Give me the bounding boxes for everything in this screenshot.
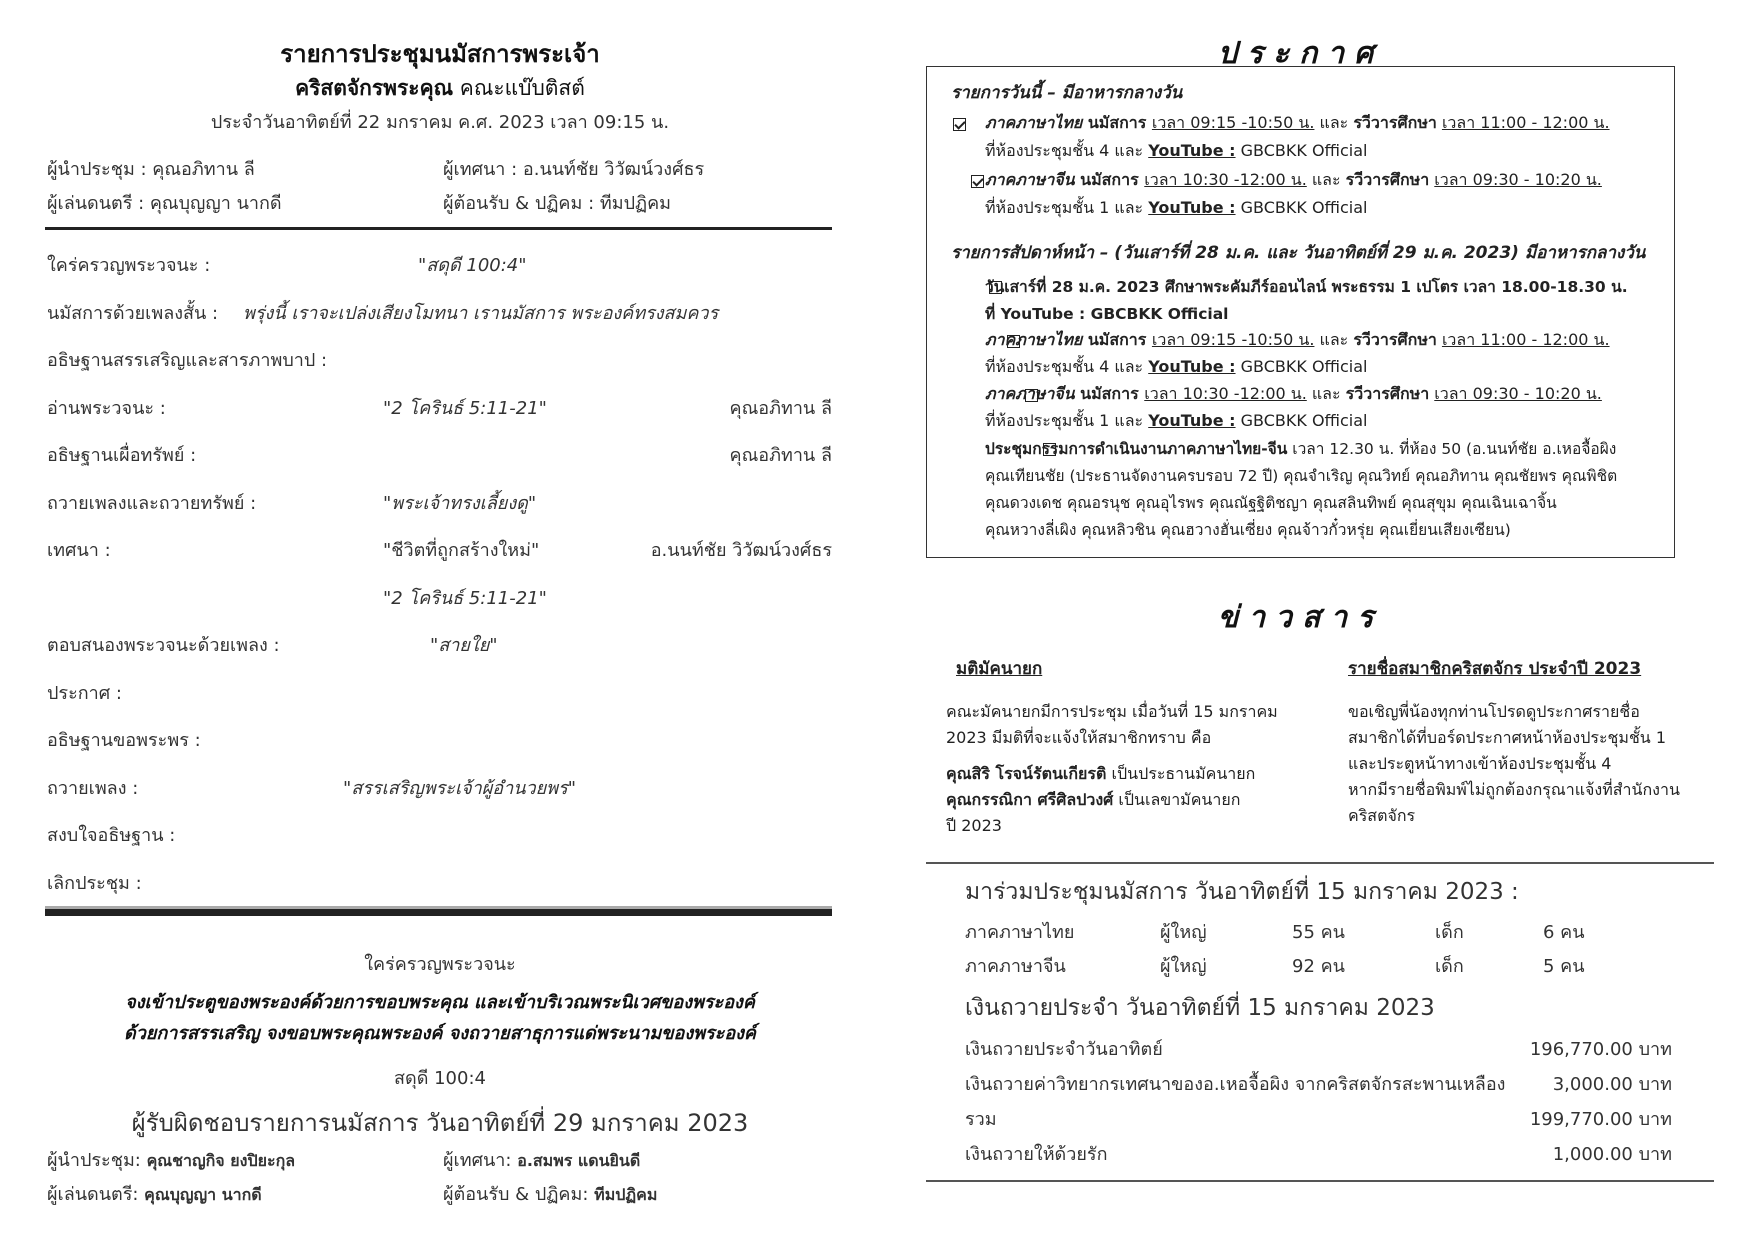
next-item-1-line-1 <box>985 328 1610 353</box>
order-item-label: อ่านพระวจนะ : <box>47 397 166 419</box>
next-preacher-label: ผู้เทศนา: <box>443 1150 518 1171</box>
order-item-label: เทศนา : <box>47 540 111 561</box>
next-leader <box>47 1145 295 1174</box>
today-item-1-school-time: เวลา 11:00 - 12:00 น. <box>1441 113 1610 132</box>
order-item-label: อธิษฐานขอพระพร : <box>47 730 201 751</box>
today-item-1-youtube-link[interactable]: YouTube : <box>1148 141 1236 160</box>
attendance-group: ภาคภาษาจีน <box>965 956 1066 977</box>
order-item-detail: "พระเจ้าทรงเลี้ยงดู" <box>383 492 537 514</box>
today-item-2-lang: ภาคภาษาจีน <box>985 170 1075 189</box>
church-denomination: คณะแบ๊บติสต์ <box>453 76 585 100</box>
member-line-5: คริสตจักร <box>1348 806 1416 825</box>
divider-bottom <box>45 906 832 916</box>
next-item-2-line-2 <box>985 409 1368 434</box>
committee-title: ประชุมกรรมการดำเนินงานภาคภาษาไทย-จีน <box>985 440 1288 458</box>
attendance-child-label: เด็ก <box>1435 956 1464 977</box>
order-item-detail: "สรรเสริญพระเจ้าผู้อำนวยพร" <box>343 777 576 799</box>
next-item-1-worship-time: เวลา 09:15 -10:50 น. <box>1151 330 1315 349</box>
next-item-1-lang: ภาคภาษาไทย <box>985 330 1083 349</box>
today-item-2-worship: นมัสการ <box>1074 170 1145 189</box>
today-item-1-line-2 <box>985 139 1368 164</box>
announce-heading: ประกาศ <box>1217 36 1384 71</box>
next-preacher <box>443 1145 640 1174</box>
order-item-label: นมัสการด้วยเพลงสั้น : <box>47 302 219 324</box>
announcement-box <box>926 66 1675 558</box>
next-item-1-line-2 <box>985 355 1368 380</box>
next-leader-label: ผู้นำประชุม: <box>47 1150 147 1171</box>
next-item-2-youtube-link[interactable]: YouTube : <box>1148 411 1236 430</box>
today-title: รายการวันนี้ – มีอาหารกลางวัน <box>951 83 1183 103</box>
next-duty-title: ผู้รับผิดชอบรายการนมัสการ วันอาทิตย์ที่ 29 มกราคม 2023 <box>131 1109 749 1137</box>
order-item-label: ตอบสนองพระวจนะด้วยเพลง : <box>47 635 280 656</box>
leader: ผู้นำประชุม : คุณอภิทาน ลี <box>47 159 255 180</box>
musician: ผู้เล่นดนตรี : คุณบุญญา นากดี <box>47 193 282 214</box>
order-item-label: ใคร่ครวญพระวจนะ : <box>47 255 211 276</box>
order-item-label: อธิษฐานสรรเสริญและสารภาพบาป : <box>47 350 328 371</box>
next-preacher-name: อ.สมพร แดนยินดี <box>517 1151 641 1170</box>
member-line-3: และประตูหน้าทางเข้าห้องประชุมชั้น 4 <box>1348 754 1612 773</box>
next-usher-label: ผู้ต้อนรับ & ปฏิคม: <box>443 1184 595 1205</box>
order-item-label: ถวายเพลง : <box>47 777 139 799</box>
deacon-chair-role: เป็นประธานมัคนายก <box>1106 764 1256 783</box>
order-item-label: ประกาศ : <box>47 682 122 704</box>
service-title: รายการประชุมนมัสการพระเจ้า <box>280 40 600 68</box>
member-line-4: หากมีรายชื่อพิมพ์ไม่ถูกต้องกรุณาแจ้งที่สำนักงาน <box>1348 780 1680 799</box>
today-item-2-channel: GBCBKK Official <box>1235 198 1368 217</box>
next-week-title: รายการสัปดาห์หน้า – (วันเสาร์ที่ 28 ม.ค. และ วันอาทิตย์ที่ 29 ม.ค. 2023) มีอาหารกลางวัน <box>951 243 1646 263</box>
attendance-group: ภาคภาษาไทย <box>965 922 1075 943</box>
order-item-detail: "สดุดี 100:4" <box>418 255 527 276</box>
saturday-line-1: วันเสาร์ที่ 28 ม.ค. 2023 ศึกษาพระคัมภีร์ออนไลน์ พระธรรม 1 เปโตร เวลา 18.00-18.30 น. <box>985 278 1628 296</box>
offering-amount: 196,770.00 บาท <box>1529 1039 1672 1060</box>
today-item-2-school-time: เวลา 09:30 - 10:20 น. <box>1434 170 1602 189</box>
next-item-2-school-time: เวลา 09:30 - 10:20 น. <box>1434 384 1602 403</box>
attendance-child-label: เด็ก <box>1435 922 1464 943</box>
attendance-title: มาร่วมประชุมนมัสการ วันอาทิตย์ที่ 15 มกราคม 2023 : <box>965 879 1519 905</box>
next-item-2-line-1 <box>985 382 1602 407</box>
committee-line-4: คุณหวางลี่เผิง คุณหลิวชิน คุณฮวางฮั่นเซี่ยง คุณจ้าวกั๋วหรุ่ย คุณเยี่ยนเสียงเซียน) <box>985 521 1511 539</box>
order-item-person: อ.นนท์ชัย วิวัฒน์วงศ์ธร <box>650 540 832 561</box>
saturday-line-2: ที่ YouTube : GBCBKK Official <box>985 305 1229 323</box>
next-item-1-room: ที่ห้องประชุมชั้น 4 และ <box>985 357 1149 376</box>
meditation-heading: ใคร่ครวญพระวจนะ <box>364 954 516 975</box>
usher: ผู้ต้อนรับ & ปฏิคม : ทีมปฏิคม <box>443 193 671 214</box>
offering-title: เงินถวายประจำ วันอาทิตย์ที่ 15 มกราคม 2023 <box>965 995 1435 1021</box>
meditation-ref: สดุดี 100:4 <box>394 1068 486 1089</box>
offering-amount: 199,770.00 บาท <box>1529 1109 1672 1130</box>
deacon-secretary <box>946 788 1240 813</box>
today-item-2-and: และ <box>1306 170 1346 189</box>
deacon-p1-line-1: คณะมัคนายกมีการประชุม เมื่อวันที่ 15 มกราคม <box>946 702 1278 721</box>
next-usher <box>443 1179 657 1208</box>
offering-amount: 1,000.00 บาท <box>1552 1144 1672 1165</box>
order-item-label: สงบใจอธิษฐาน : <box>47 825 176 846</box>
next-item-2-lang: ภาคภาษาจีน <box>985 384 1075 403</box>
deacon-p1-line-2: 2023 มีมติที่จะแจ้งให้สมาชิกทราบ คือ <box>946 728 1212 747</box>
today-item-1-worship-time: เวลา 09:15 -10:50 น. <box>1151 113 1315 132</box>
attendance-adult-label: ผู้ใหญ่ <box>1160 922 1207 943</box>
divider-top <box>45 227 832 230</box>
attendance-child: 6 คน <box>1543 922 1585 943</box>
order-item-label: เลิกประชุม : <box>47 872 142 894</box>
order-item-label: อธิษฐานเผื่อทรัพย์ : <box>47 445 197 466</box>
next-item-1-youtube-link[interactable]: YouTube : <box>1148 357 1236 376</box>
today-item-2-youtube-link[interactable]: YouTube : <box>1148 198 1236 217</box>
member-line-2: สมาชิกได้ที่บอร์ดประกาศหน้าห้องประชุมชั้น 1 <box>1348 728 1666 747</box>
offering-label: เงินถวายประจำวันอาทิตย์ <box>965 1039 1163 1060</box>
attendance-adult: 92 คน <box>1292 956 1345 977</box>
church-name <box>0 72 880 105</box>
next-musician-name: คุณบุญญา นากดี <box>144 1185 262 1204</box>
deacon-secretary-role: เป็นเลขามัคนายก <box>1113 790 1241 809</box>
today-item-2-line-2 <box>985 196 1368 221</box>
today-item-1-room: ที่ห้องประชุมชั้น 4 และ <box>985 141 1149 160</box>
order-item-person: คุณอภิทาน ลี <box>729 445 832 466</box>
meditation-line-2: ด้วยการสรรเสริญ จงขอบพระคุณพระองค์ จงถวายสาธุการแด่พระนามของพระองค์ <box>124 1023 756 1044</box>
next-item-2-worship-time: เวลา 10:30 -12:00 น. <box>1144 384 1307 403</box>
committee-line-3: คุณดวงเดช คุณอรนุช คุณอุไรพร คุณณัฐฐิติชญา คุณสลินทิพย์ คุณสุขุม คุณเฉินเฉาจิ้น <box>985 494 1557 512</box>
order-item-detail: "2 โครินธ์ 5:11-21" <box>383 397 547 419</box>
deacon-secretary-name: คุณกรรณิกา ศรีศิลปวงศ์ <box>946 790 1114 809</box>
offering-amount: 3,000.00 บาท <box>1552 1074 1672 1095</box>
today-checkbox-1 <box>953 118 966 131</box>
service-date: ประจำวันอาทิตย์ที่ 22 มกราคม ค.ศ. 2023 เวลา 09:15 น. <box>210 112 670 133</box>
next-item-2-worship: นมัสการ <box>1074 384 1145 403</box>
today-item-2-worship-time: เวลา 10:30 -12:00 น. <box>1144 170 1307 189</box>
order-item-label: ถวายเพลงและถวายทรัพย์ : <box>47 492 257 514</box>
church-name-bold: คริสตจักรพระคุณ <box>295 76 454 100</box>
next-item-1-sunday-school: รวีวารศึกษา <box>1353 330 1437 349</box>
next-item-2-and: และ <box>1306 384 1346 403</box>
member-line-1: ขอเชิญพี่น้องทุกท่านโปรดดูประกาศรายชื่อ <box>1348 702 1640 721</box>
deacon-chair-name: คุณสิริ โรจน์รัตนเกียรติ <box>946 764 1107 783</box>
member-list-title: รายชื่อสมาชิกคริสตจักร ประจำปี 2023 <box>1348 659 1642 679</box>
today-item-1-sunday-school: รวีวารศึกษา <box>1353 113 1437 132</box>
today-item-1-line-1 <box>985 111 1610 136</box>
offering-label: เงินถวายให้ด้วยรัก <box>965 1144 1108 1165</box>
next-leader-name: คุณชาญกิจ ยงปิยะกุล <box>146 1151 296 1170</box>
divider-summary-top <box>926 862 1714 864</box>
next-musician-label: ผู้เล่นดนตรี: <box>47 1184 145 1205</box>
next-usher-name: ทีมปฏิคม <box>594 1185 658 1204</box>
next-musician <box>47 1179 262 1208</box>
divider-summary-bottom <box>926 1180 1714 1182</box>
today-item-1-lang: ภาคภาษาไทย <box>985 113 1083 132</box>
next-item-2-room: ที่ห้องประชุมชั้น 1 และ <box>985 411 1149 430</box>
order-item-detail: "ชีวิตที่ถูกสร้างใหม่" <box>383 540 540 561</box>
next-item-2-channel: GBCBKK Official <box>1235 411 1368 430</box>
order-item-detail: "2 โครินธ์ 5:11-21" <box>383 587 547 609</box>
today-item-1-and: และ <box>1314 113 1354 132</box>
next-item-1-school-time: เวลา 11:00 - 12:00 น. <box>1441 330 1610 349</box>
preacher: ผู้เทศนา : อ.นนท์ชัย วิวัฒน์วงศ์ธร <box>443 159 705 180</box>
order-item-detail: พรุ่งนี้ เราจะเปล่งเสียงโมทนา เรานมัสการ พระองค์ทรงสมควร <box>243 302 719 324</box>
offering-label: เงินถวายค่าวิทยากรเทศนาของอ.เหอจื้อผิง จากคริสตจักรสะพานเหลือง <box>965 1074 1506 1095</box>
order-item-detail: "สายใย" <box>430 635 498 656</box>
today-checkbox-2 <box>971 175 984 188</box>
next-item-1-and: และ <box>1314 330 1354 349</box>
today-item-2-room: ที่ห้องประชุมชั้น 1 และ <box>985 198 1149 217</box>
committee-line-2: คุณเทียนชัย (ประธานจัดงานครบรอบ 72 ปี) คุณจำเริญ คุณวิทย์ คุณอภิทาน คุณชัยพร คุณพิชิต <box>985 467 1618 485</box>
deacon-year: ปี 2023 <box>946 816 1002 835</box>
today-item-1-worship: นมัสการ <box>1082 113 1152 132</box>
news-heading: ข่าวสาร <box>1217 600 1384 635</box>
next-item-1-channel: GBCBKK Official <box>1235 357 1368 376</box>
committee-line-1 <box>985 436 1616 461</box>
offering-label: รวม <box>965 1109 997 1130</box>
today-item-2-sunday-school: รวีวารศึกษา <box>1345 170 1430 189</box>
deacon-chair <box>946 762 1255 787</box>
committee-time: เวลา 12.30 น. ที่ห้อง 50 (อ.นนท์ชัย อ.เหอจื้อผิง <box>1287 440 1617 458</box>
attendance-adult: 55 คน <box>1292 922 1345 943</box>
today-item-2-line-1 <box>985 168 1602 193</box>
attendance-adult-label: ผู้ใหญ่ <box>1160 956 1207 977</box>
today-item-1-channel: GBCBKK Official <box>1235 141 1368 160</box>
next-item-2-sunday-school: รวีวารศึกษา <box>1345 384 1430 403</box>
next-item-1-worship: นมัสการ <box>1082 330 1152 349</box>
deacon-resolution-title: มติมัคนายก <box>956 659 1043 679</box>
attendance-child: 5 คน <box>1543 956 1585 977</box>
order-item-person: คุณอภิทาน ลี <box>729 397 832 419</box>
meditation-line-1: จงเข้าประตูของพระองค์ด้วยการขอบพระคุณ และเข้าบริเวณพระนิเวศของพระองค์ <box>125 992 755 1013</box>
